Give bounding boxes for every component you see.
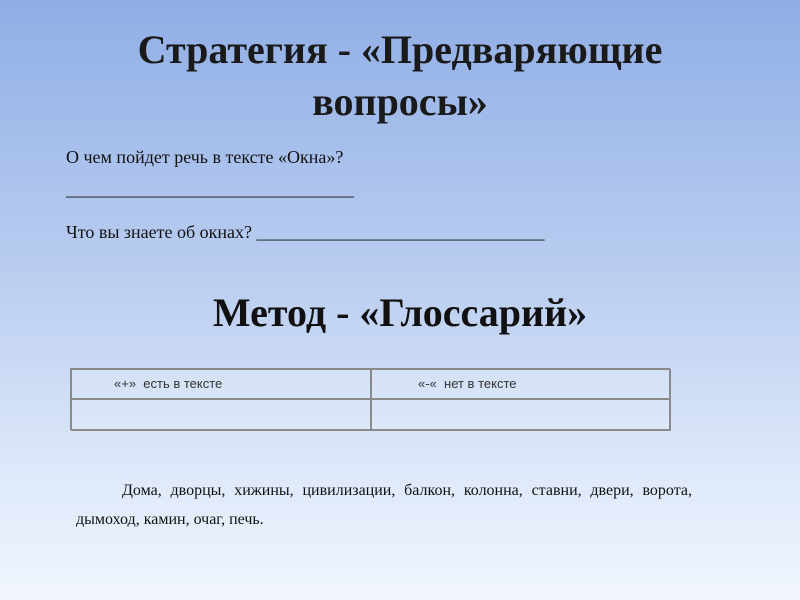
table-header-absent: «-« нет в тексте [371,369,671,399]
method-heading: Метод - «Глоссарий» [212,290,588,335]
question-about-text: О чем пойдет речь в тексте «Окна»? [66,147,344,167]
table-cell-absent-empty [371,399,671,431]
glossary-word-list: Дома, дворцы, хижины, цивилизации, балкон, колонна, ставни, двери, ворота, дымоход, камин, очаг, печь. [76,482,692,528]
slide-title: Стратегия - «Предваряющие вопросы» [137,27,663,124]
table-cell-present-empty [71,399,371,431]
question-about-windows: Что вы знаете об окнах? ________________________________ [66,222,545,242]
glossary-table [70,368,670,430]
answer-blank: ________________________________ [66,179,354,199]
table-header-present: «+» есть в тексте [71,369,371,399]
